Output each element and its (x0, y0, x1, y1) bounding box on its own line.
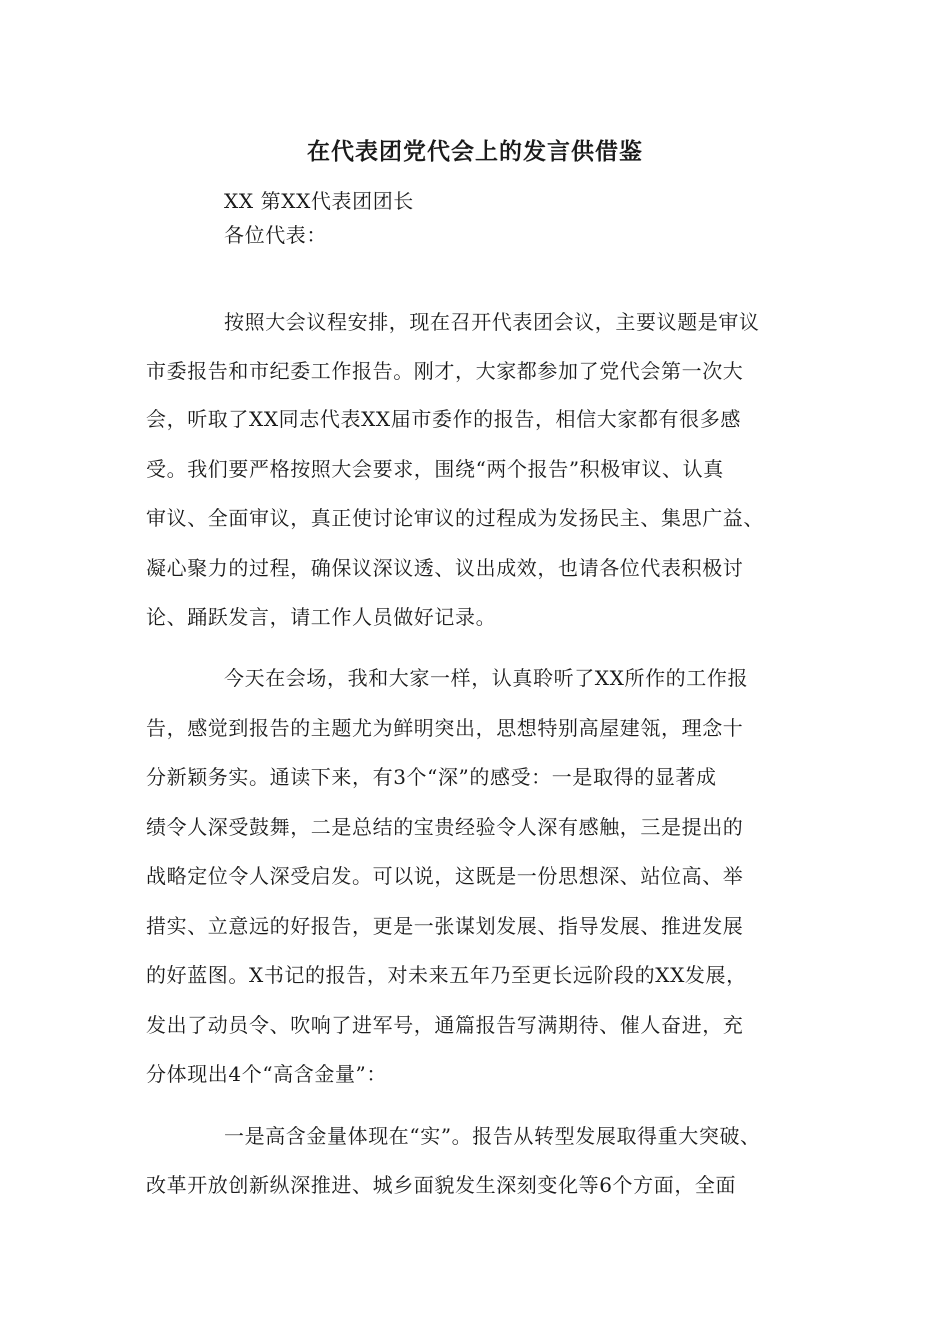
paragraph-1-line-4: 受。我们要严格按照大会要求，围绕“两个报告”积极审议、认真 (146, 457, 724, 481)
paragraph-2-line-1: 今天在会场，我和大家一样，认真聆听了XX所作的工作报 (224, 666, 749, 690)
paragraph-2-line-3: 分新颖务实。通读下来，有3个“深”的感受：一是取得的显著成 (146, 765, 717, 789)
paragraph-1-line-5: 审议、全面审议，真正使讨论审议的过程成为发扬民主、集思广益、 (146, 506, 764, 530)
paragraph-2-line-7: 的好蓝图。X书记的报告，对未来五年乃至更长远阶段的XX发展， (146, 963, 747, 987)
paragraph-2-line-4: 绩令人深受鼓舞，二是总结的宝贵经验令人深有感触，三是提出的 (146, 815, 744, 839)
paragraph-1-line-3: 会，听取了XX同志代表XX届市委作的报告，相信大家都有很多感 (146, 407, 741, 431)
paragraph-3-line-1: 一是高含金量体现在“实”。报告从转型发展取得重大突破、 (224, 1124, 761, 1148)
paragraph-2-line-8: 发出了动员令、吹响了进军号，通篇报告写满期待、催人奋进，充 (146, 1013, 744, 1037)
salutation: 各位代表： (224, 223, 327, 247)
paragraph-2-line-9: 分体现出4个“高含金量”： (146, 1062, 387, 1086)
paragraph-1-line-7: 论、踊跃发言，请工作人员做好记录。 (146, 605, 497, 629)
paragraph-3-line-2: 改革开放创新纵深推进、城乡面貌发生深刻变化等6个方面，全面 (146, 1173, 737, 1197)
paragraph-2-line-5: 战略定位令人深受启发。可以说，这既是一份思想深、站位高、举 (146, 864, 744, 888)
paragraph-2-line-2: 告，感觉到报告的主题尤为鲜明突出，思想特别高屋建瓴，理念十 (146, 716, 744, 740)
document-title: 在代表团党代会上的发言供借鉴 (307, 138, 643, 165)
byline: XX 第XX代表团团长 (224, 189, 414, 213)
paragraph-1-line-6: 凝心聚力的过程，确保议深议透、议出成效，也请各位代表积极讨 (146, 556, 744, 580)
paragraph-2-line-6: 措实、立意远的好报告，更是一张谋划发展、指导发展、推进发展 (146, 914, 744, 938)
paragraph-1-line-2: 市委报告和市纪委工作报告。刚才，大家都参加了党代会第一次大 (146, 359, 744, 383)
paragraph-1-line-1: 按照大会议程安排，现在召开代表团会议，主要议题是审议 (224, 310, 760, 334)
